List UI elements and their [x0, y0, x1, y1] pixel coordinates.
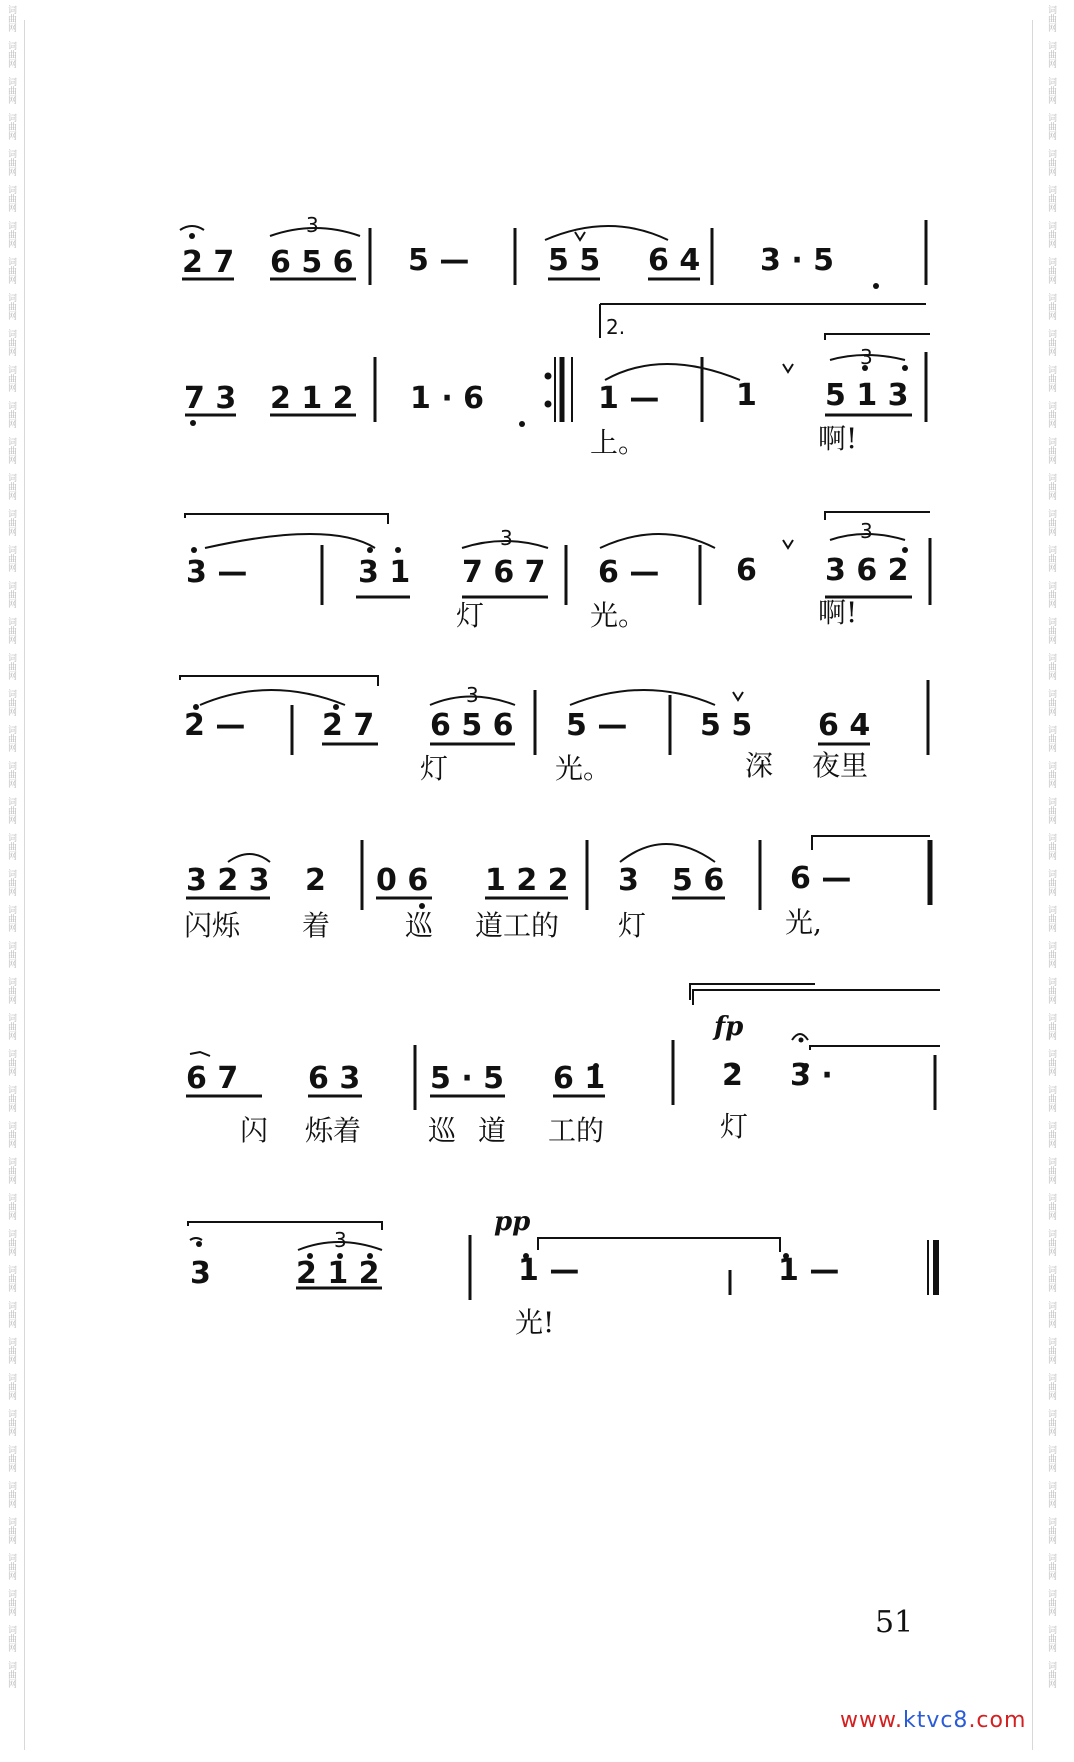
note-group: 0 6: [376, 863, 429, 898]
margin-watermark-mark: 词曲网: [6, 868, 16, 896]
margin-watermark-mark: 词曲网: [1046, 256, 1056, 284]
note-group: 5 1 3: [825, 378, 909, 413]
lyric: 巡: [428, 1114, 457, 1147]
lyric: 灯: [720, 1110, 749, 1143]
margin-watermark-mark: 词曲网: [6, 688, 16, 716]
repeat-dots: [545, 373, 552, 408]
margin-watermark-mark: 词曲网: [1046, 292, 1056, 320]
margin-watermark-mark: 词曲网: [6, 1120, 16, 1148]
margin-watermark-mark: 词曲网: [1046, 1480, 1056, 1508]
lyrics-line-6: [240, 1110, 748, 1147]
triplet-mark: 3: [334, 1228, 347, 1252]
note-group: 1 —: [598, 381, 660, 416]
lyric: 光!: [515, 1306, 555, 1339]
note-group: 2: [722, 1058, 743, 1093]
margin-watermark-mark: 词曲网: [1046, 1048, 1056, 1076]
margin-watermark-mark: 词曲网: [1046, 904, 1056, 932]
lyric: 巡: [405, 909, 434, 942]
lyric: 灯: [456, 599, 485, 632]
note-group: 1 —: [518, 1253, 580, 1288]
margin-watermark-mark: 词曲网: [6, 1552, 16, 1580]
note-group: 2 7: [182, 245, 235, 280]
watermark-prefix: www.: [840, 1708, 903, 1733]
note-group: 5 6: [672, 863, 725, 898]
note-group: 2: [305, 863, 326, 898]
score-line-1: [182, 243, 834, 280]
margin-watermark-mark: 词曲网: [1046, 4, 1056, 32]
lyric: 夜里: [812, 749, 869, 782]
margin-watermark-mark: 词曲网: [6, 184, 16, 212]
margin-watermark-mark: 词曲网: [6, 472, 16, 500]
margin-watermark-mark: 词曲网: [6, 1048, 16, 1076]
margin-watermark-mark: 词曲网: [1046, 544, 1056, 572]
lyric: 闪: [240, 1114, 269, 1147]
note-group: 1 —: [778, 1253, 840, 1288]
score-line-6: [186, 1058, 833, 1096]
watermark-suffix: .com: [968, 1708, 1027, 1733]
note-group: 2 1 2: [270, 381, 354, 416]
margin-watermark-mark: 词曲网: [6, 76, 16, 104]
watermark-brand: ktvc8: [902, 1708, 969, 1733]
note-group: 5 —: [408, 243, 470, 278]
margin-watermark-mark: 词曲网: [6, 1336, 16, 1364]
note-group: 6 5 6: [430, 708, 514, 743]
lyric: 道: [478, 1114, 507, 1147]
triplet-mark: 3: [860, 345, 873, 369]
margin-watermark-mark: 词曲网: [6, 400, 16, 428]
margin-watermark-mark: 词曲网: [6, 796, 16, 824]
note-group: 1: [736, 378, 757, 413]
margin-watermark-mark: 词曲网: [6, 1300, 16, 1328]
page-number: 51: [875, 1605, 914, 1640]
lyric: 深: [745, 749, 774, 782]
note-group: 6 5 6: [270, 245, 354, 280]
margin-watermark-mark: 词曲网: [6, 976, 16, 1004]
score-line-3: [186, 553, 909, 590]
margin-watermark-mark: 词曲网: [1046, 796, 1056, 824]
margin-watermark-mark: 词曲网: [6, 1408, 16, 1436]
note-group: 6 7: [186, 1061, 239, 1096]
margin-watermark-mark: 词曲网: [1046, 580, 1056, 608]
lyric: 光,: [785, 906, 822, 939]
margin-watermark-mark: 词曲网: [1046, 40, 1056, 68]
margin-watermark-mark: 词曲网: [1046, 724, 1056, 752]
note-group: 7 3: [184, 381, 237, 416]
margin-watermark-mark: 词曲网: [1046, 1372, 1056, 1400]
margin-watermark-mark: 词曲网: [6, 1660, 16, 1688]
margin-watermark-mark: 词曲网: [6, 1372, 16, 1400]
lyric: 工的: [548, 1114, 605, 1147]
dynamic-marking: pp: [494, 1207, 531, 1237]
score-line-4: [184, 708, 870, 743]
note-group: 7 6 7: [462, 555, 546, 590]
note-group: 3 ·: [790, 1058, 833, 1093]
margin-watermark-mark: 词曲网: [6, 256, 16, 284]
note-group: 3 · 5: [760, 243, 835, 278]
margin-watermark-mark: 词曲网: [6, 364, 16, 392]
note-group: 1 2 2: [485, 863, 569, 898]
margin-watermark-mark: 词曲网: [1046, 1588, 1056, 1616]
margin-watermark-mark: 词曲网: [6, 148, 16, 176]
volta-label: 2.: [606, 315, 626, 339]
margin-watermark-mark: 词曲网: [6, 904, 16, 932]
margin-watermark-mark: 词曲网: [6, 1192, 16, 1220]
note-group: 3: [618, 863, 639, 898]
site-watermark: [840, 1708, 1026, 1733]
margin-watermark-mark: 词曲网: [6, 832, 16, 860]
margin-watermark-mark: 词曲网: [6, 4, 16, 32]
margin-watermark-mark: 词曲网: [1046, 436, 1056, 464]
note-group: 2 7: [322, 708, 375, 743]
note-group: 3 1: [358, 555, 411, 590]
margin-watermark-mark: 词曲网: [1046, 868, 1056, 896]
margin-watermark-mark: 词曲网: [1046, 832, 1056, 860]
margin-watermark-mark: 词曲网: [6, 1480, 16, 1508]
margin-watermark-mark: 词曲网: [6, 1264, 16, 1292]
note-group: 5 5: [548, 243, 601, 278]
lyric: 灯: [618, 909, 647, 942]
margin-watermark-mark: 词曲网: [6, 724, 16, 752]
margin-watermark-mark: 词曲网: [1046, 328, 1056, 356]
margin-watermark-mark: 词曲网: [1046, 1444, 1056, 1472]
note-group: 6 3: [308, 1061, 361, 1096]
score-line-5: [186, 861, 851, 898]
margin-watermark-mark: 词曲网: [6, 760, 16, 788]
margin-watermark-mark: 词曲网: [1046, 760, 1056, 788]
margin-watermark-mark: 词曲网: [1046, 364, 1056, 392]
margin-watermark-mark: 词曲网: [6, 1228, 16, 1256]
margin-watermark-mark: 词曲网: [1046, 1300, 1056, 1328]
margin-watermark-mark: 词曲网: [1046, 1228, 1056, 1256]
note-group: 3: [190, 1256, 211, 1291]
margin-watermark-mark: 词曲网: [6, 616, 16, 644]
margin-watermark-mark: 词曲网: [1046, 616, 1056, 644]
margin-watermark-mark: 词曲网: [1046, 184, 1056, 212]
note-group: 5 —: [566, 708, 628, 743]
lyric: 道工的: [475, 909, 560, 942]
margin-watermark-mark: 词曲网: [6, 436, 16, 464]
note-group: 5 · 5: [430, 1061, 505, 1096]
lyrics-line-5: [184, 906, 822, 942]
margin-watermark-mark: 词曲网: [1046, 472, 1056, 500]
lyrics-line-2: [590, 422, 857, 459]
lyrics-line-3: [456, 596, 857, 632]
margin-watermark-mark: 词曲网: [6, 292, 16, 320]
note-group: 6 1: [553, 1061, 606, 1096]
margin-watermark-mark: 词曲网: [1046, 148, 1056, 176]
triplet-mark: 3: [466, 683, 479, 707]
margin-watermark-mark: 词曲网: [1046, 940, 1056, 968]
margin-watermark-mark: 词曲网: [6, 508, 16, 536]
margin-watermark-mark: 词曲网: [6, 1084, 16, 1112]
note-group: 6: [736, 553, 757, 588]
margin-watermark-mark: 词曲网: [1046, 1552, 1056, 1580]
margin-watermark-mark: 词曲网: [6, 220, 16, 248]
score-line-2: [184, 378, 909, 416]
margin-watermark-mark: 词曲网: [6, 580, 16, 608]
margin-watermark-mark: 词曲网: [1046, 688, 1056, 716]
margin-watermark-mark: 词曲网: [6, 328, 16, 356]
note-group: 6 —: [598, 555, 660, 590]
margin-watermark-mark: 词曲网: [6, 1588, 16, 1616]
margin-watermark-mark: 词曲网: [1046, 220, 1056, 248]
note-group: 6 4: [648, 243, 701, 278]
margin-watermark-mark: 词曲网: [1046, 976, 1056, 1004]
margin-watermark-mark: 词曲网: [1046, 1084, 1056, 1112]
margin-watermark-mark: 词曲网: [6, 1516, 16, 1544]
margin-watermark-mark: 词曲网: [6, 1156, 16, 1184]
margin-watermark-mark: 词曲网: [6, 40, 16, 68]
triplet-mark: 3: [860, 519, 873, 543]
triplet-mark: 3: [306, 213, 319, 237]
margin-watermark-mark: 词曲网: [6, 1444, 16, 1472]
lyric: 光。: [555, 752, 612, 785]
lyric: 闪烁: [184, 909, 241, 942]
margin-watermark-mark: 词曲网: [1046, 1408, 1056, 1436]
margin-watermark-mark: 词曲网: [1046, 400, 1056, 428]
dynamic-marking: fp: [714, 1012, 744, 1042]
margin-watermark-mark: 词曲网: [1046, 1012, 1056, 1040]
margin-watermark-mark: 词曲网: [1046, 1156, 1056, 1184]
margin-watermark-mark: 词曲网: [1046, 1336, 1056, 1364]
note-group: 3 —: [186, 555, 248, 590]
lyric: 烁着: [305, 1114, 362, 1147]
triplet-mark: 3: [500, 526, 513, 550]
lyrics-line-7: [515, 1306, 554, 1339]
margin-watermark-mark: 词曲网: [1046, 1516, 1056, 1544]
lyric: 光。: [590, 599, 647, 632]
note-group: 6 —: [790, 861, 852, 896]
lyrics-line-4: [420, 749, 868, 785]
margin-watermark-mark: 词曲网: [6, 940, 16, 968]
lyric: 啊!: [818, 422, 858, 455]
margin-watermark-mark: 词曲网: [6, 1624, 16, 1652]
margin-watermark-mark: 词曲网: [1046, 1660, 1056, 1688]
margin-watermark-mark: 词曲网: [1046, 1264, 1056, 1292]
score-line-7: [190, 1253, 839, 1291]
note-group: 2 1 2: [296, 1256, 380, 1291]
margin-watermark-mark: 词曲网: [6, 1012, 16, 1040]
note-group: 3 2 3: [186, 863, 270, 898]
margin-watermark-mark: 词曲网: [1046, 652, 1056, 680]
note-group: 5 5: [700, 708, 753, 743]
margin-watermark-mark: 词曲网: [1046, 1624, 1056, 1652]
margin-watermark-mark: 词曲网: [6, 652, 16, 680]
note-group: 1 · 6: [410, 381, 485, 416]
margin-watermark-mark: 词曲网: [1046, 1120, 1056, 1148]
note-group: 3 6 2: [825, 553, 909, 588]
lyric: 灯: [420, 752, 449, 785]
margin-watermark-mark: 词曲网: [1046, 1192, 1056, 1220]
note-group: 6 4: [818, 708, 871, 743]
lyric: 着: [302, 909, 331, 942]
lyric: 上。: [590, 426, 647, 459]
lyric: 啊!: [818, 596, 858, 629]
margin-watermark-mark: 词曲网: [1046, 508, 1056, 536]
margin-watermark-mark: 词曲网: [1046, 112, 1056, 140]
note-group: 2 —: [184, 708, 246, 743]
margin-watermark-mark: 词曲网: [1046, 76, 1056, 104]
margin-watermark-mark: 词曲网: [6, 112, 16, 140]
margin-watermark-mark: 词曲网: [6, 544, 16, 572]
